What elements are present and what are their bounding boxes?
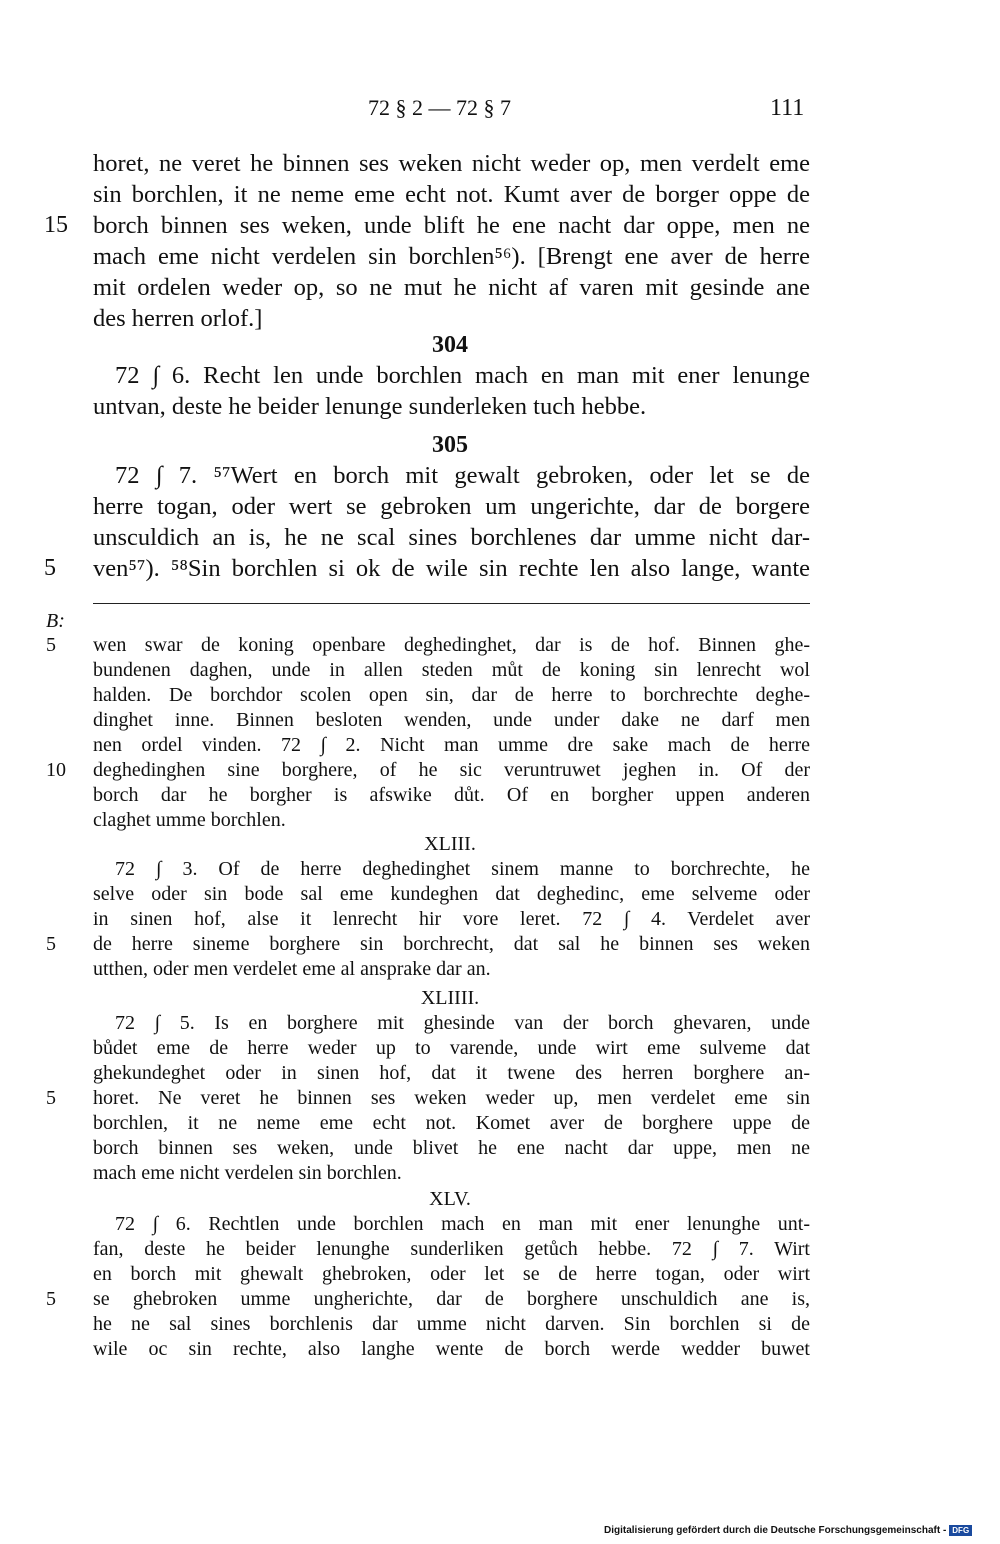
line-number: 5 [46,1087,56,1109]
chapter-heading-xliii: XLIII. [424,833,476,855]
text-line: nen ordel vinden. 72 ∫ 2. Nicht man umme dre sake mach de herre [93,734,810,756]
text-line: deghedinghen sine borghere, of he sic veruntruwet jeghen in. Of der [93,759,810,781]
footnote-divider [93,603,810,604]
text-line: horet, ne veret he binnen ses weken nicht weder op, men verdelt eme [93,150,810,177]
text-line: horet. Ne veret he binnen ses weken weder up, men verdelet eme sin [93,1087,810,1109]
text-line: 72 ∫ 5. Is en borghere mit ghesinde van der borch ghevaren, unde [115,1012,810,1034]
text-line: halden. De borchdor scolen open sin, dar de herre to borchrechte deghe- [93,684,810,706]
line-number: 5 [46,634,56,656]
text-line: en borch mit ghewalt ghebroken, oder let se de herre togan, oder wirt [93,1263,810,1285]
text-line: wen swar de koning openbare deghedinghet, dar is de hof. Binnen ghe- [93,634,810,656]
section-number-305: 305 [432,432,468,458]
text-line: 72 ∫ 3. Of de herre deghedinghet sinem manne to borchrechte, he [115,858,810,880]
line-number: 15 [44,212,68,238]
text-line: unsculdich an is, he ne scal sines borchlenes dar umme nicht dar- [93,524,810,551]
text-line: borchlen, it ne neme eme echt not. Komet aver de borghere uppe de [93,1112,810,1134]
line-number: 5 [44,555,56,581]
line-number: 5 [46,1288,56,1310]
text-line: borch binnen ses weken, unde blivet he ene nacht dar uppe, men ne [93,1137,810,1159]
text-line: wile oc sin rechte, also langhe wente de borch werde wedder buwet [93,1338,810,1360]
funding-note: Digitalisierung gefördert durch die Deutsche Forschungsgemeinschaft - [604,1525,947,1536]
line-number: 10 [46,759,66,781]
text-line: utthen, oder men verdelet eme al ansprake dar an. [93,958,491,980]
text-line: claghet umme borchlen. [93,809,286,831]
funding-footer [604,1525,972,1536]
text-line: mach eme nicht verdelen sin borchlen⁵⁶). [Brengt ene aver de herre [93,243,810,270]
text-line: in sinen hof, alse it lenrecht hir vore leret. 72 ∫ 4. Verdelet aver [93,908,810,930]
text-line: bůdet eme de herre weder up to varende, unde wirt eme sulveme dat [93,1037,810,1059]
chapter-heading-xliiii: XLIIII. [420,987,480,1009]
text-line: selve oder sin bode sal eme kundeghen dat deghedinc, eme selveme oder [93,883,810,905]
text-line: borch dar he borgher is afswike důt. Of en borgher uppen anderen [93,784,810,806]
dfg-logo: DFG [949,1525,972,1536]
text-line: mit ordelen weder op, so ne mut he nicht af varen mit gesinde ane [93,274,810,301]
text-line: se ghebroken umme ungherichte, dar de borghere unschuldich ane is, [93,1288,810,1310]
chapter-heading-xlv: XLV. [429,1188,471,1210]
text-line: mach eme nicht verdelen sin borchlen. [93,1162,402,1184]
text-line: des herren orlof.] [93,305,263,332]
text-line: bundenen daghen, unde in allen steden můt de koning sin lenrecht wol [93,659,810,681]
text-line: untvan, deste he beider lenunge sunderleken tuch hebbe. [93,393,647,420]
text-line: fan, deste he beider lenunghe sunderliken getůch hebbe. 72 ∫ 7. Wirt [93,1238,810,1260]
text-line: dinghet inne. Binnen besloten wenden, unde under dake ne darf men [93,709,810,731]
text-line: herre togan, oder wert se gebroken um ungerichte, dar de borgere [93,493,810,520]
text-line: ghekundeghet oder in sinen hof, dat it twene des herren borghere an- [93,1062,810,1084]
section-number-304: 304 [432,332,468,358]
line-number: 5 [46,933,56,955]
text-line: sin borchlen, it ne neme eme echt not. Kumt aver de borger oppe de [93,181,810,208]
text-line: de herre sineme borghere sin borchrecht, dat sal he binnen ses weken [93,933,810,955]
text-line: 72 ∫ 6. Rechtlen unde borchlen mach en man mit ener lenunghe unt- [115,1213,810,1235]
text-line: borch binnen ses weken, unde blift he ene nacht dar oppe, men ne [93,212,810,239]
text-line: 72 ∫ 7. ⁵⁷Wert en borch mit gewalt gebroken, oder let se de [115,462,810,489]
variant-label: B: [46,610,65,632]
running-header: 72 § 2 — 72 § 7 [368,95,511,120]
text-line: he ne sal sines borchlenis dar umme nicht darven. Sin borchlen si de [93,1313,810,1335]
text-line: 72 ∫ 6. Recht len unde borchlen mach en man mit ener lenunge [115,362,810,389]
text-line: ven⁵⁷). ⁵⁸Sin borchlen si ok de wile sin rechte len also lange, wante [93,555,810,582]
page-number: 111 [770,95,805,121]
